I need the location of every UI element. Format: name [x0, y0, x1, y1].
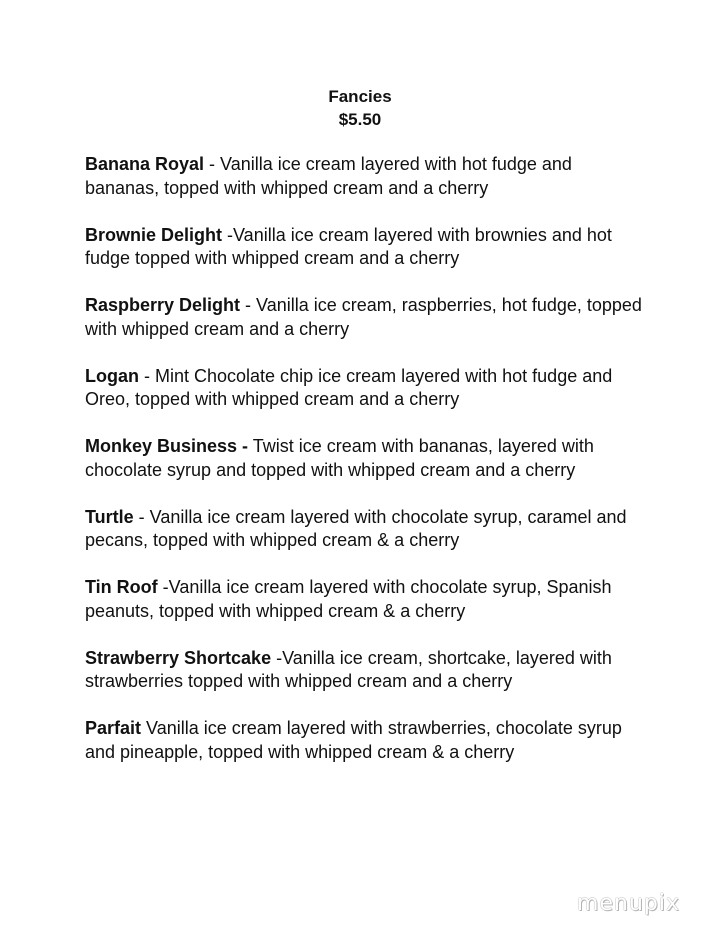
menu-item-name: Turtle	[85, 506, 134, 527]
menu-item-separator: -	[139, 365, 155, 386]
menu-item-description: Vanilla ice cream layered with chocolate syrup, caramel and pecans, topped with whipped cream & a cherry	[85, 506, 627, 550]
menu-item	[85, 365, 645, 412]
menu-item-description: Vanilla ice cream layered with strawberries, chocolate syrup and pineapple, topped with whipped cream & a cherry	[85, 718, 622, 762]
section-title: Fancies	[328, 87, 392, 106]
menu-item	[85, 294, 645, 341]
menu-item-separator: -	[240, 295, 257, 315]
menu-item-name: Tin Roof	[85, 577, 158, 597]
menu-item-name: Banana Royal	[85, 154, 205, 174]
menu-item-description: Twist ice cream with bananas, layered with chocolate syrup and topped with whipped cream and a cherry	[85, 436, 594, 480]
menu-item	[85, 647, 645, 694]
menu-item-description: Vanilla ice cream, raspberries, hot fudge, topped with whipped cream and a cherry	[85, 295, 642, 339]
menu-item	[85, 224, 645, 271]
menu-section-header	[0, 85, 720, 131]
menu-item-separator: -	[133, 506, 150, 527]
menu-item-name: Parfait	[85, 718, 142, 738]
menu-item-name: Brownie Delight	[85, 224, 223, 245]
menu-item	[85, 153, 645, 200]
menu-item	[85, 576, 645, 623]
menu-item-separator: -	[222, 224, 234, 245]
menu-item-description: Mint Chocolate chip ice cream layered with hot fudge and Oreo, topped with whipped cream and a cherry	[85, 365, 613, 409]
menupix-watermark: menupix	[577, 891, 680, 916]
menu-item-name: Monkey Business -	[85, 436, 249, 456]
menu-item-separator: -	[271, 647, 283, 668]
menu-item-name: Logan	[85, 365, 139, 386]
menu-item	[85, 435, 645, 482]
menu-item-name: Strawberry Shortcake	[85, 647, 272, 668]
section-price: $5.50	[338, 110, 382, 129]
menu-item-description: Vanilla ice cream layered with hot fudge and bananas, topped with whipped cream and a cherry	[85, 154, 572, 198]
menu-item-separator: -	[204, 154, 221, 174]
menu-item-separator: -	[157, 577, 169, 597]
menu-item-description: Vanilla ice cream layered with brownies and hot fudge topped with whipped cream and a cherry	[85, 224, 612, 268]
menu-item	[85, 717, 645, 764]
menu-item	[85, 506, 645, 553]
menu-item-description: Vanilla ice cream, shortcake, layered with strawberries topped with whipped cream and a cherry	[85, 647, 612, 691]
menu-item-name: Raspberry Delight	[85, 295, 241, 315]
menu-item-description: Vanilla ice cream layered with chocolate syrup, Spanish peanuts, topped with whipped cream & a cherry	[85, 577, 612, 621]
menu-item-list	[85, 153, 645, 788]
